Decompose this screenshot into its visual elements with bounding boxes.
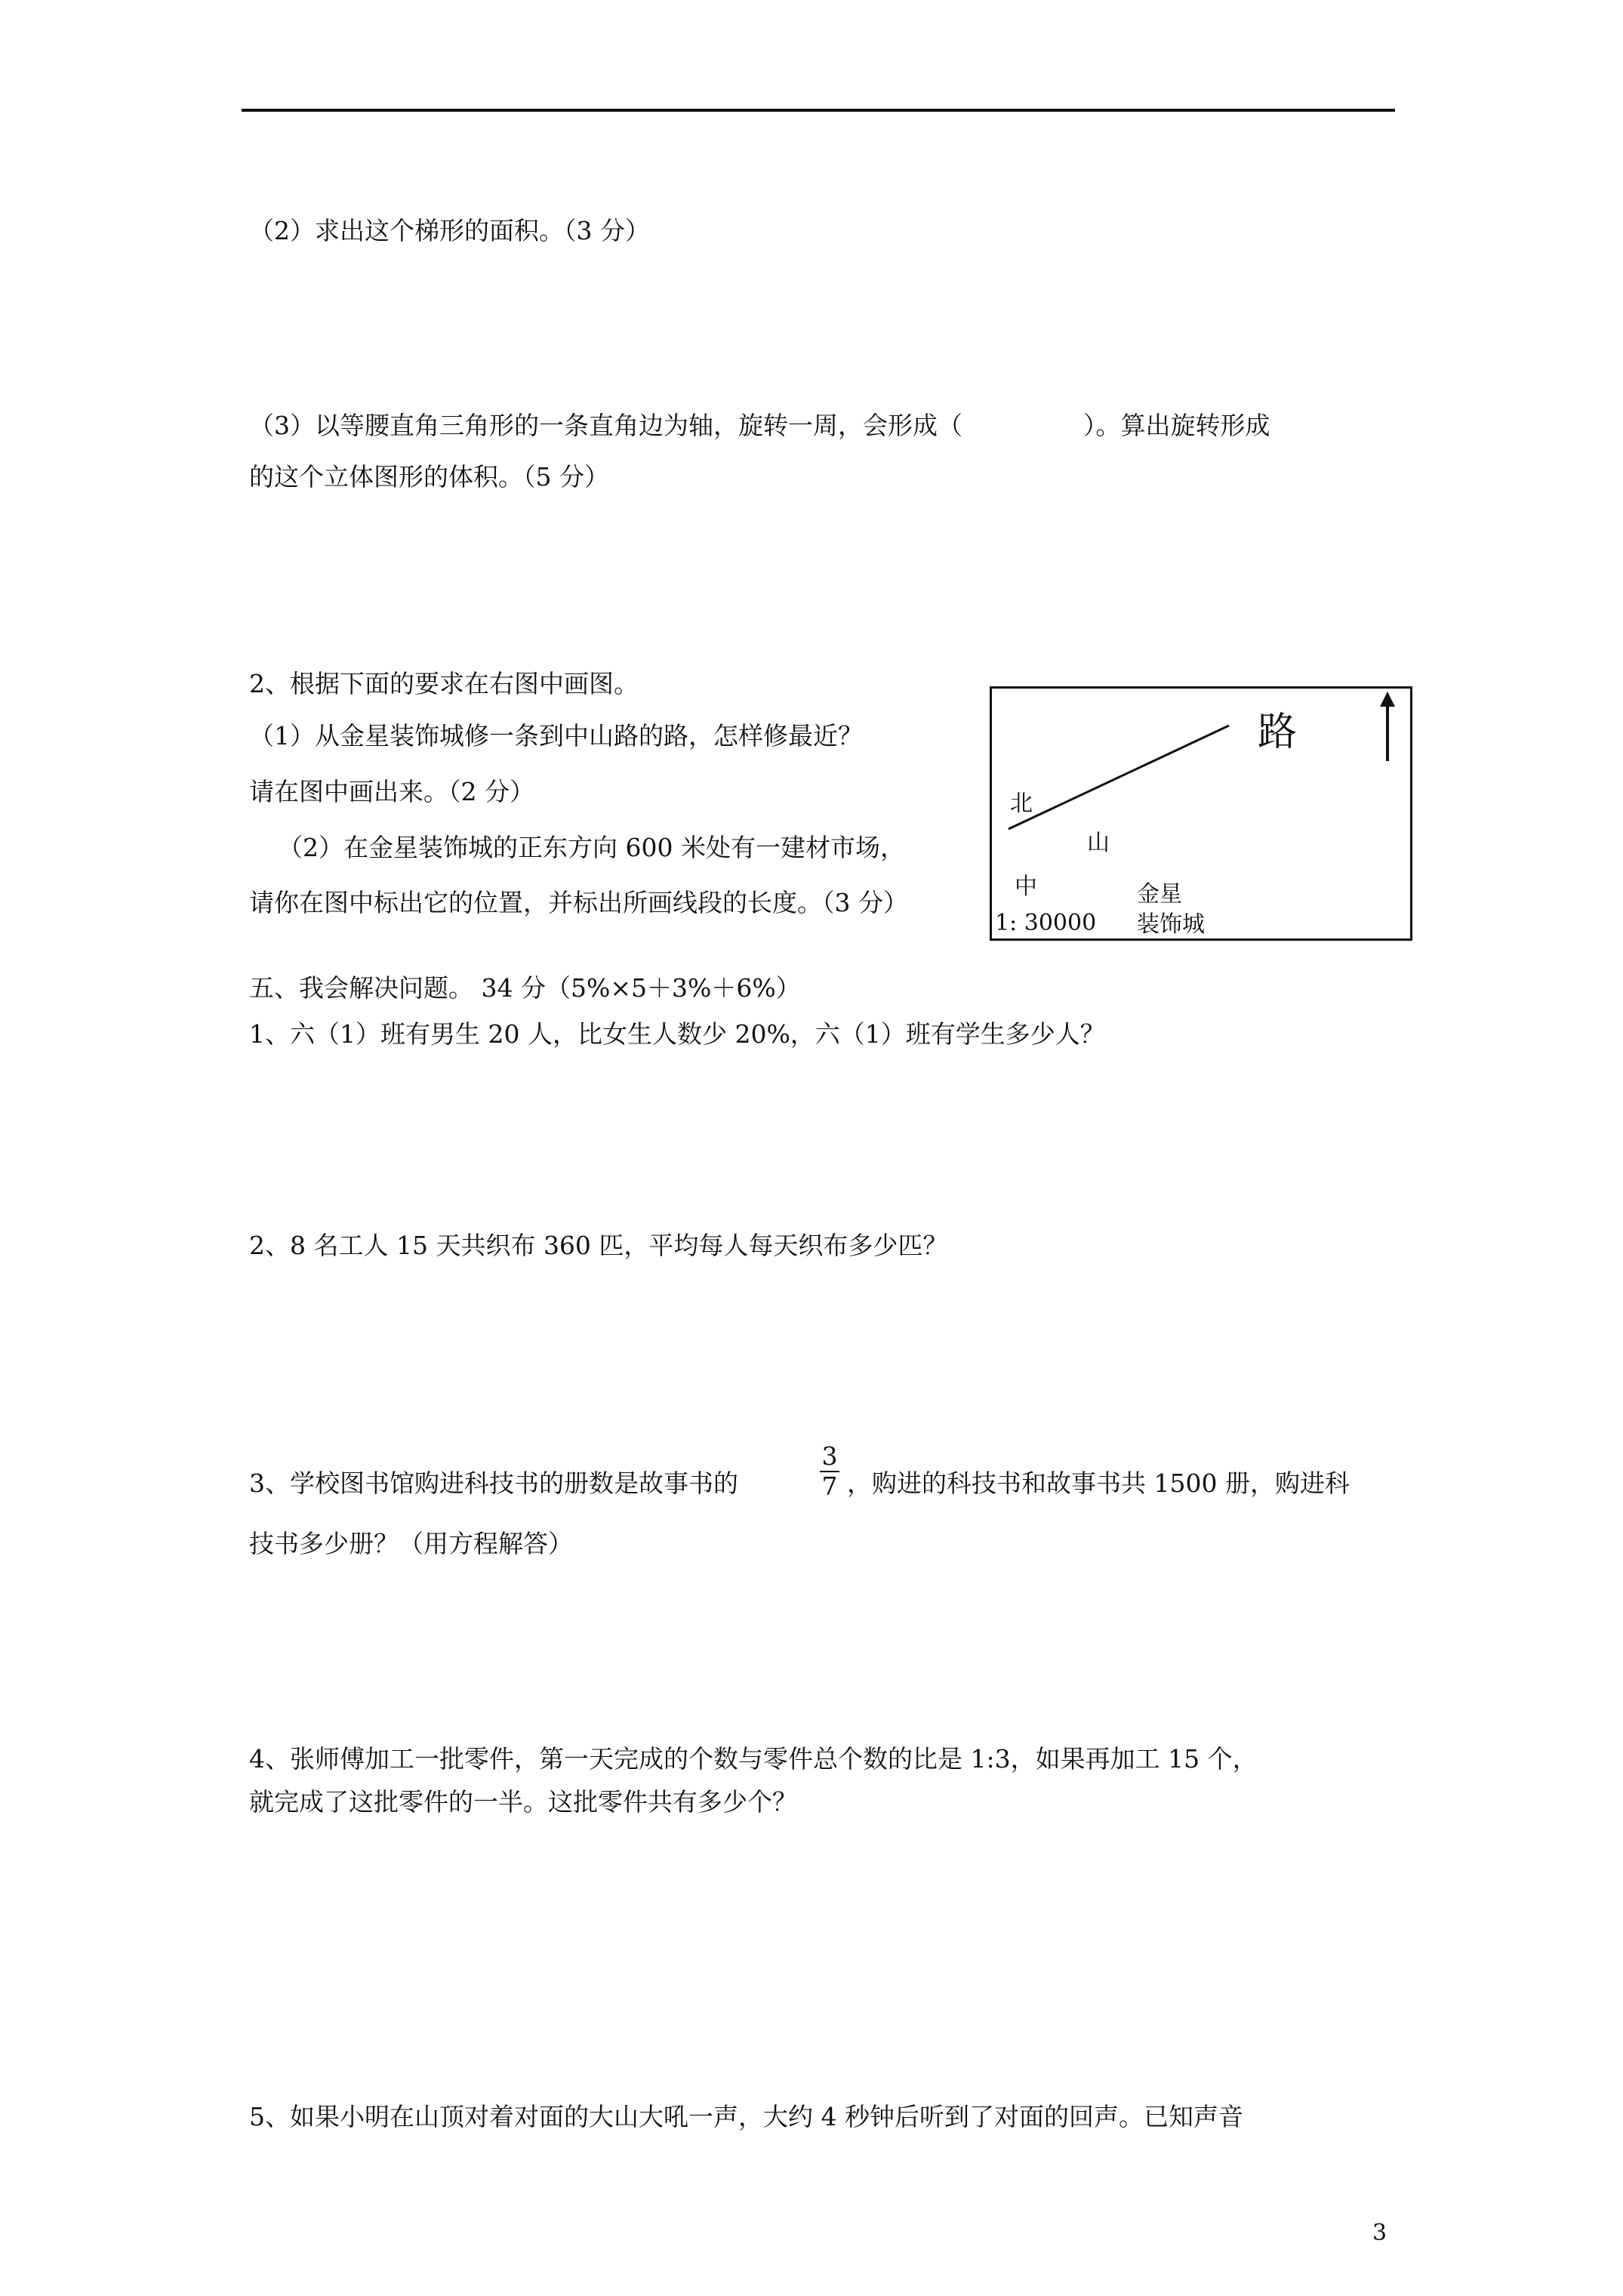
q2-part1-line1: （1）从金星装饰城修一条到中山路的路，怎样修最近？ (249, 721, 863, 750)
zhongshan-road-line (1009, 726, 1229, 829)
place-label-line1: 金星 (1137, 881, 1182, 908)
zhong-label: 中 (1015, 874, 1037, 900)
page-number: 3 (1372, 2220, 1387, 2246)
shan-label: 山 (1087, 830, 1110, 856)
problem-4-line1: 4、张师傅加工一批零件，第一天完成的个数与零件总个数的比是 1:3，如果再加工 15 个， (249, 1744, 1258, 1774)
q1-part2: （2）求出这个梯形的面积。（3 分） (249, 216, 650, 245)
fraction-denominator: 7 (821, 1472, 838, 1501)
fraction-three-sevenths (817, 1441, 842, 1501)
problem-3-line1-a: 3、学校图书馆购进科技书的册数是故事书的 (249, 1469, 738, 1498)
road-label: 路 (1258, 710, 1298, 755)
q1-part3-text-b: ）。算出旋转形成 (1083, 411, 1270, 440)
q1-part3-line1 (249, 411, 1270, 441)
problem-5-line1: 5、如果小明在山顶对着对面的大山大吼一声，大约 4 秒钟后听到了对面的回声。已知声音 (249, 2102, 1243, 2131)
place-label-line2: 装饰城 (1137, 911, 1205, 938)
q2-part2-line1: （2）在金星装饰城的正东方向 600 米处有一建材市场， (278, 833, 905, 862)
header-rule (242, 109, 1395, 112)
q2-title: 2、根据下面的要求在右图中画图。 (249, 669, 639, 698)
scale-label: 1: 30000 (995, 910, 1097, 936)
problem-3-line1-b: ，购进的科技书和故事书共 1500 册，购进科 (847, 1469, 1350, 1498)
problem-2: 2、8 名工人 15 天共织布 360 匹，平均每人每天织布多少匹？ (249, 1231, 948, 1260)
problem-4-line2: 就完成了这批零件的一半。这批零件共有多少个？ (249, 1787, 797, 1817)
problem-1: 1、六（1）班有男生 20 人，比女生人数少 20%，六（1）班有学生多少人？ (249, 1019, 1105, 1049)
q1-part3-text-a: （3）以等腰直角三角形的一条直角边为轴，旋转一周，会形成（ (249, 411, 962, 440)
fraction-numerator: 3 (821, 1441, 838, 1471)
map-lines (992, 689, 1415, 943)
problem-3-line2: 技书多少册？（用方程解答） (249, 1529, 573, 1558)
north-arrow-icon (1380, 692, 1395, 761)
q2-part1-line2: 请在图中画出来。（2 分） (249, 777, 534, 806)
map-diagram (990, 686, 1412, 941)
bei-label: 北 (1010, 791, 1033, 817)
q1-part3-line2: 的这个立体图形的体积。（5 分） (249, 462, 609, 492)
section5-heading: 五、我会解决问题。 34 分（5%×5＋3%＋6%） (249, 973, 801, 1003)
q2-part2-line2: 请你在图中标出它的位置，并标出所画线段的长度。（3 分） (249, 888, 908, 917)
